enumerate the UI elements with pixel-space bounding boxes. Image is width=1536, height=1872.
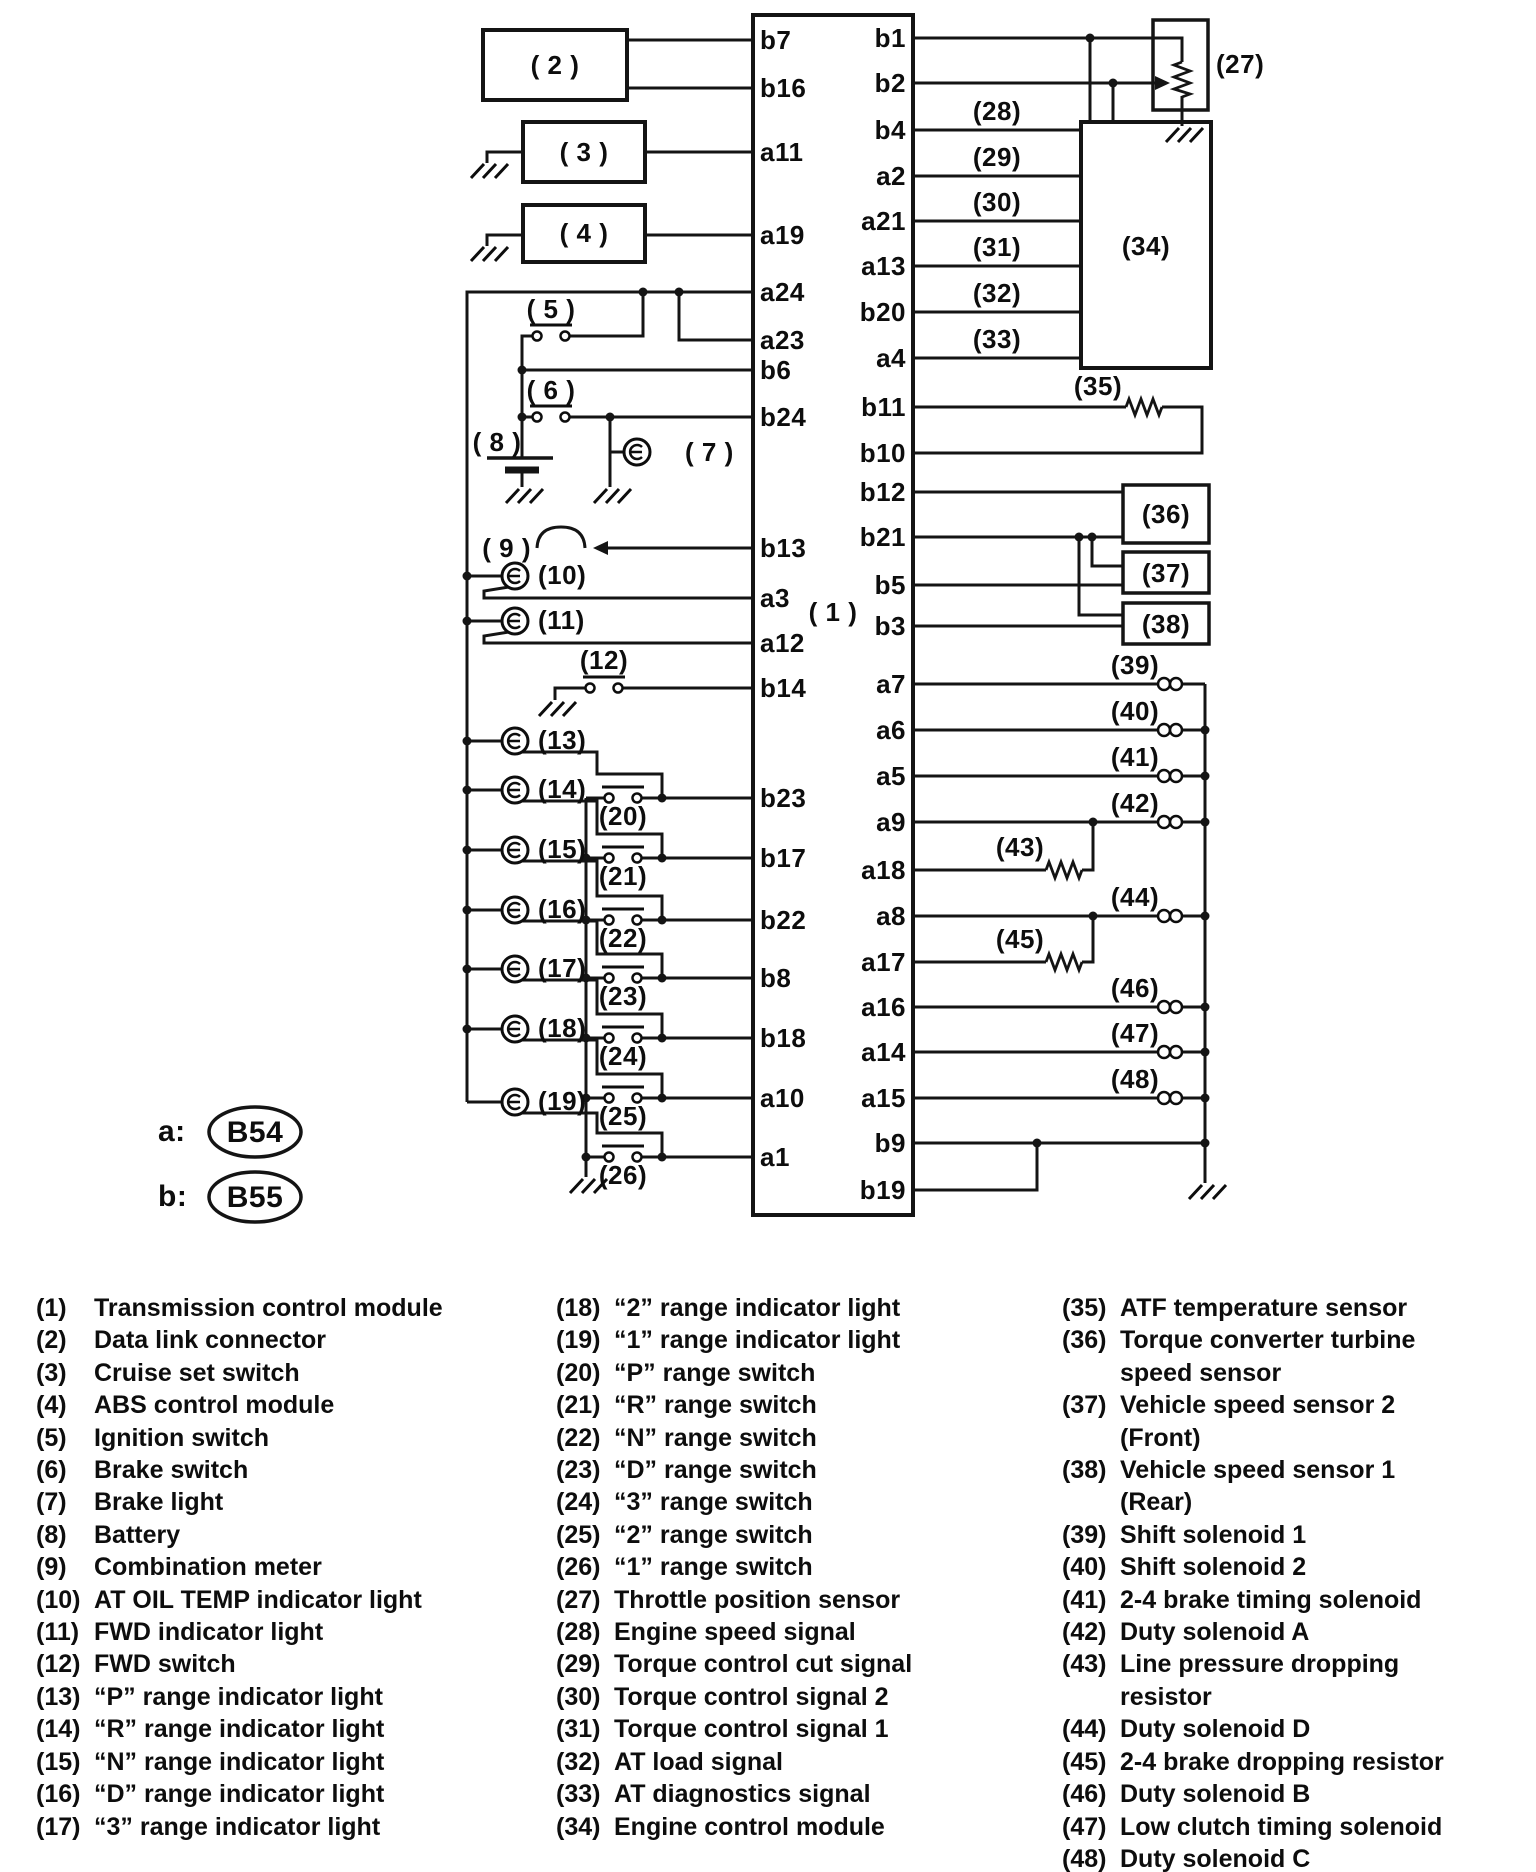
at-oil-temp-lamp-icon — [502, 563, 528, 589]
ref-label: (47) — [1110, 1018, 1160, 1048]
ref-label: ( 4 ) — [559, 218, 609, 248]
legend-item: (30) Torque control signal 2 — [556, 1682, 889, 1711]
legend-text: Transmission control module — [94, 1294, 443, 1322]
ref-label: (21) — [598, 861, 648, 891]
ref-label: (25) — [598, 1101, 648, 1131]
ref-label: ( 3 ) — [559, 137, 609, 167]
legend-item: (5) Ignition switch — [36, 1423, 269, 1452]
ref-label: ( 2 ) — [530, 50, 580, 80]
connector-code-b54: B54 — [226, 1116, 284, 1149]
3-range-lamp-icon — [502, 956, 528, 982]
ref-label: ( 9 ) — [482, 533, 531, 563]
resistor-icon-throttle — [1174, 62, 1190, 97]
ref-label: (18) — [538, 1013, 587, 1043]
pin-label: a4 — [876, 343, 906, 373]
ground-icon — [506, 489, 543, 503]
pin-label: b20 — [859, 297, 906, 327]
legend-item: (34) Engine control module — [556, 1812, 885, 1841]
ref-label: (48) — [1110, 1064, 1160, 1094]
legend-item: (19) “1” range indicator light — [556, 1326, 901, 1355]
pin-label: b17 — [760, 843, 807, 873]
wiper-arrow-icon — [1155, 76, 1170, 90]
pin-label: a21 — [861, 206, 906, 236]
ref-label: (34) — [1121, 231, 1171, 261]
fwd-lamp-icon — [502, 608, 528, 634]
legend-item: (48) Duty solenoid C — [1062, 1844, 1311, 1872]
ref-label: (41) — [1110, 742, 1160, 772]
legend-item: (7) Brake light — [36, 1488, 224, 1517]
legend-item: (15) “N” range indicator light — [36, 1747, 385, 1776]
pin-label: b8 — [760, 963, 792, 993]
legend-item: (12) FWD switch — [36, 1650, 236, 1679]
legend-item: (6) Brake switch — [36, 1456, 249, 1485]
legend-item: (20) “P” range switch — [556, 1358, 816, 1387]
legend-item: (38) Vehicle speed sensor 1 (Rear) — [1062, 1456, 1396, 1517]
ref-label: (19) — [538, 1086, 587, 1116]
legend-item: (27) Throttle position sensor — [556, 1585, 901, 1614]
legend-item: (13) “P” range indicator light — [36, 1682, 383, 1711]
ref-label: (46) — [1110, 973, 1160, 1003]
pin-label: a15 — [861, 1083, 906, 1113]
legend-column-2 — [556, 1292, 1016, 1843]
connector-key — [158, 1107, 301, 1222]
ref-label: (26) — [598, 1160, 648, 1190]
legend-item: (47) Low clutch timing solenoid — [1062, 1812, 1443, 1841]
ref-label: (40) — [1110, 696, 1160, 726]
brake-switch-icon — [530, 406, 572, 422]
ref-label: ( 6 ) — [526, 375, 576, 405]
pin-label: a23 — [760, 325, 805, 355]
pin-label: a8 — [876, 901, 906, 931]
p-range-lamp-icon — [502, 728, 528, 754]
legend-item: (14) “R” range indicator light — [36, 1715, 385, 1744]
pin-label: b6 — [760, 355, 792, 385]
2-4-brake-timing-solenoid-coil-icon — [1158, 770, 1182, 782]
connector-key-a-label: a: — [158, 1115, 186, 1148]
legend-item: (33) AT diagnostics signal — [556, 1780, 871, 1809]
legend-item: (11) FWD indicator light — [36, 1618, 324, 1647]
ref-label: (24) — [598, 1041, 648, 1071]
pin-label: a5 — [876, 761, 906, 791]
fwd-switch-icon — [583, 677, 625, 693]
pin-label: b24 — [760, 402, 807, 432]
legend-item: (8) Battery — [36, 1520, 181, 1549]
ref-label: (42) — [1110, 788, 1160, 818]
ref-label: (14) — [538, 774, 587, 804]
ref-label: (31) — [972, 232, 1022, 262]
ref-label: (22) — [598, 923, 648, 953]
pin-label: b5 — [874, 570, 906, 600]
ref-label: (12) — [579, 645, 629, 675]
legend-item: (36) Torque converter turbine speed sensor — [1062, 1326, 1416, 1387]
pin-label: b13 — [760, 533, 807, 563]
pin-label: b1 — [874, 23, 906, 53]
legend-item: (9) Combination meter — [36, 1553, 322, 1582]
ref-label: (23) — [598, 981, 648, 1011]
legend-item — [36, 1292, 496, 1324]
pin-label: a14 — [861, 1037, 906, 1067]
pin-label: b2 — [874, 68, 906, 98]
duty-solenoid-a-coil-icon — [1158, 816, 1182, 828]
r-range-lamp-icon — [502, 777, 528, 803]
legend-item: (40) Shift solenoid 2 — [1062, 1553, 1307, 1582]
pin-label: b22 — [760, 905, 807, 935]
duty-solenoid-d-coil-icon — [1158, 910, 1182, 922]
pin-label: a1 — [760, 1142, 790, 1172]
pin-label: b12 — [859, 477, 906, 507]
ref-label: (36) — [1141, 499, 1191, 529]
legend-item: (18) “2” range indicator light — [556, 1294, 901, 1322]
pin-label: a24 — [760, 277, 805, 307]
legend-item: (46) Duty solenoid B — [1062, 1780, 1311, 1809]
n-range-lamp-icon — [502, 837, 528, 863]
low-clutch-timing-solenoid-coil-icon — [1158, 1046, 1182, 1058]
pin-label: b21 — [859, 522, 906, 552]
legend-item: (29) Torque control cut signal — [556, 1650, 913, 1679]
ref-label: (39) — [1110, 650, 1160, 680]
pin-label: a10 — [760, 1083, 805, 1113]
legend-item: (21) “R” range switch — [556, 1391, 817, 1420]
legend-item: (25) “2” range switch — [556, 1520, 813, 1549]
duty-solenoid-b-coil-icon — [1158, 1001, 1182, 1013]
shift-solenoid-2-coil-icon — [1158, 724, 1182, 736]
ref-label: (44) — [1110, 882, 1160, 912]
d-range-lamp-icon — [502, 897, 528, 923]
pin-labels-left — [760, 25, 806, 1172]
battery-icon — [487, 458, 553, 470]
ref-label: (43) — [995, 832, 1045, 862]
ref-label-tcm: ( 1 ) — [808, 597, 858, 627]
pin-label: a11 — [760, 137, 804, 167]
pin-label: b10 — [859, 438, 906, 468]
shift-solenoid-1-coil-icon — [1158, 678, 1182, 690]
1-range-lamp-icon — [502, 1089, 528, 1115]
legend-item: (24) “3” range switch — [556, 1488, 813, 1517]
ground-icon — [471, 247, 508, 261]
2-range-lamp-icon — [502, 1016, 528, 1042]
ground-icon — [1189, 1185, 1226, 1199]
ref-label: ( 7 ) — [685, 437, 734, 467]
ref-label: (37) — [1141, 558, 1191, 588]
ref-label: ( 8 ) — [472, 427, 522, 457]
legend-item: (42) Duty solenoid A — [1062, 1618, 1310, 1647]
pin-label: a12 — [760, 628, 805, 658]
pin-label: b9 — [874, 1128, 906, 1158]
ref-label: (16) — [538, 894, 587, 924]
pin-labels-right — [860, 23, 906, 1205]
pin-label: a18 — [861, 855, 906, 885]
ref-label: (45) — [995, 924, 1045, 954]
ref-label: (20) — [598, 801, 648, 831]
legend-item: (43) Line pressure dropping resistor — [1062, 1650, 1400, 1711]
legend-item: (23) “D” range switch — [556, 1456, 817, 1485]
legend-item: (2) Data link connector — [36, 1326, 326, 1355]
ref-label: (38) — [1141, 609, 1191, 639]
pin-label: a3 — [760, 583, 790, 613]
ref-label: (17) — [538, 953, 587, 983]
duty-solenoid-c-coil-icon — [1158, 1092, 1182, 1104]
pin-label: b18 — [760, 1023, 807, 1053]
pin-label: b7 — [760, 25, 792, 55]
ground-icon — [471, 164, 508, 178]
ref-label: (32) — [972, 278, 1022, 308]
meter-arrow-icon — [593, 541, 608, 555]
pin-label: b23 — [760, 783, 807, 813]
ignition-switch-icon — [530, 325, 572, 341]
legend-item: (39) Shift solenoid 1 — [1062, 1520, 1307, 1549]
pin-label: a7 — [876, 669, 906, 699]
legend-item: (16) “D” range indicator light — [36, 1780, 385, 1809]
ref-label: (35) — [1073, 371, 1123, 401]
legend-item: (37) Vehicle speed sensor 2 (Front) — [1062, 1391, 1396, 1452]
pin-label: a16 — [861, 992, 906, 1022]
legend-num: (1) — [36, 1294, 67, 1322]
legend-item: (44) Duty solenoid D — [1062, 1715, 1311, 1744]
resistor-icon-atf — [1126, 399, 1162, 415]
pin-label: a9 — [876, 807, 906, 837]
resistor-icon-line-pressure — [1046, 862, 1082, 878]
legend-item: (45) 2-4 brake dropping resistor — [1062, 1747, 1444, 1776]
legend-column-3 — [1062, 1292, 1482, 1872]
pin-label: b19 — [859, 1175, 906, 1205]
connector-key-b-label: b: — [158, 1180, 188, 1213]
pin-label: b11 — [861, 392, 906, 422]
resistor-icon-2-4-brake — [1046, 954, 1082, 970]
ref-label: ( 5 ) — [526, 294, 576, 324]
legend-item: (4) ABS control module — [36, 1391, 335, 1420]
legend-column-1 — [36, 1292, 496, 1843]
ref-label: (30) — [972, 187, 1022, 217]
pin-label: b14 — [760, 673, 807, 703]
ref-label: (10) — [538, 560, 587, 590]
pin-label: b3 — [874, 611, 906, 641]
legend-item: (26) “1” range switch — [556, 1553, 813, 1582]
pin-label: a13 — [861, 251, 906, 281]
pin-label: a19 — [760, 220, 805, 250]
ref-label: (33) — [972, 324, 1022, 354]
legend-item: (28) Engine speed signal — [556, 1618, 856, 1647]
legend-item: (10) AT OIL TEMP indicator light — [36, 1585, 422, 1614]
ref-label: (15) — [538, 834, 587, 864]
pin-label: a2 — [876, 161, 906, 191]
ref-label: (11) — [538, 605, 585, 635]
ground-icon — [594, 489, 631, 503]
legend-item: (3) Cruise set switch — [36, 1358, 300, 1387]
ref-label: (27) — [1216, 49, 1265, 79]
connector-code-b55: B55 — [226, 1181, 284, 1214]
legend-item: (32) AT load signal — [556, 1747, 783, 1776]
legend-item: (35) ATF temperature sensor — [1062, 1294, 1408, 1322]
pin-label: b4 — [874, 115, 906, 145]
ref-label: (29) — [972, 142, 1022, 172]
legend-item: (41) 2-4 brake timing solenoid — [1062, 1585, 1422, 1614]
ref-label: (28) — [972, 96, 1022, 126]
ground-icon — [539, 702, 576, 716]
ref-label: (13) — [538, 725, 587, 755]
pin-label: b16 — [760, 73, 807, 103]
ground-icon — [1166, 128, 1203, 142]
legend-item: (31) Torque control signal 1 — [556, 1715, 889, 1744]
brake-light-icon — [624, 439, 650, 465]
legend-item: (17) “3” range indicator light — [36, 1812, 381, 1841]
legend-item: (22) “N” range switch — [556, 1423, 817, 1452]
pin-label: a6 — [876, 715, 906, 745]
pin-label: a17 — [861, 947, 906, 977]
